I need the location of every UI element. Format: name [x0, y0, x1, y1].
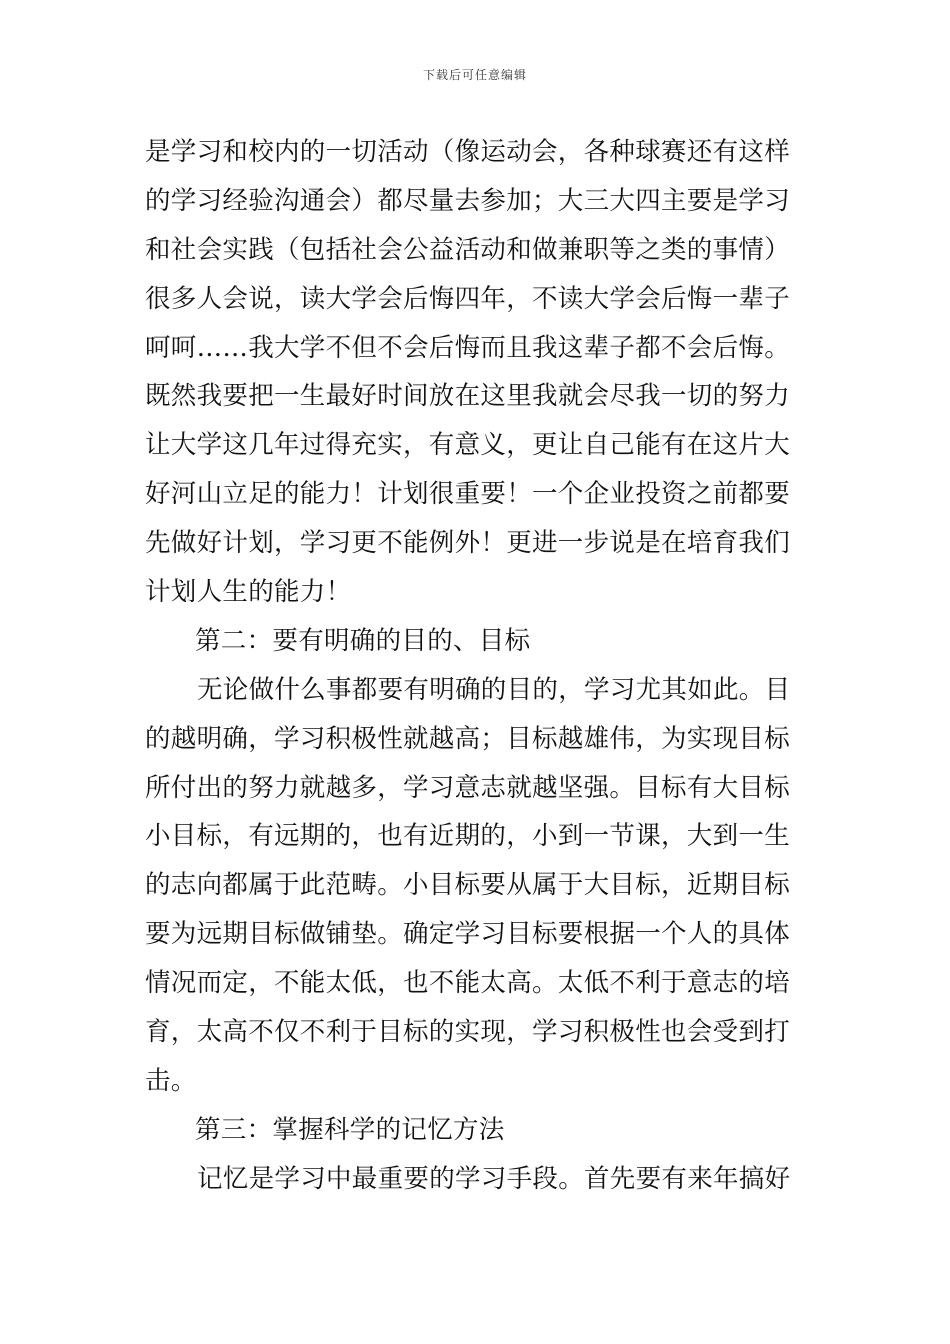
text-line: 很多人会说，读大学会后悔四年，不读大学会后悔一辈子: [145, 283, 791, 314]
text-line: 呵呵……我大学不但不会后悔而且我这辈子都不会后悔。: [145, 332, 791, 363]
text-line: 让大学这几年过得充实，有意义，更让自己能有在这片大: [145, 430, 791, 461]
text-line: 击。: [145, 1065, 197, 1096]
document-body: [145, 128, 815, 1204]
text-line: 的学习经验沟通会）都尽量去参加；大三大四主要是学习: [145, 185, 791, 216]
text-line: 情况而定，不能太低，也不能太高。太低不利于意志的培: [145, 968, 791, 999]
text-line: 小目标，有远期的，也有近期的，小到一节课，大到一生: [145, 821, 791, 852]
text-line: 计划人生的能力！: [145, 577, 352, 608]
section-heading: 第二：要有明确的目的、目标: [195, 625, 531, 656]
text-line: 既然我要把一生最好时间放在这里我就会尽我一切的努力: [145, 381, 791, 412]
text-line: 和社会实践（包括社会公益活动和做兼职等之类的事情）: [145, 234, 791, 265]
text-line: 所付出的努力就越多，学习意志就越坚强。目标有大目标: [145, 772, 791, 803]
paragraph-first-line: 无论做什么事都要有明确的目的，学习尤其如此。目: [197, 674, 791, 705]
text-line: 先做好计划，学习更不能例外！更进一步说是在培育我们: [145, 528, 791, 559]
text-line: 育，太高不仅不利于目标的实现，学习积极性也会受到打: [145, 1017, 791, 1048]
page-header: 下载后可任意编辑: [422, 68, 527, 82]
paragraph-first-line: 记忆是学习中最重要的学习手段。首先要有来年搞好: [197, 1163, 791, 1194]
text-line: 好河山立足的能力！计划很重要！一个企业投资之前都要: [145, 479, 791, 510]
text-line: 的越明确，学习积极性就越高；目标越雄伟，为实现目标: [145, 723, 791, 754]
text-line: 是学习和校内的一切活动（像运动会，各种球赛还有这样: [145, 137, 791, 167]
text-line: 的志向都属于此范畴。小目标要从属于大目标，近期目标: [145, 870, 791, 901]
text-line: 要为远期目标做铺垫。确定学习目标要根据一个人的具体: [145, 919, 791, 950]
section-heading: 第三：掌握科学的记忆方法: [195, 1114, 505, 1145]
